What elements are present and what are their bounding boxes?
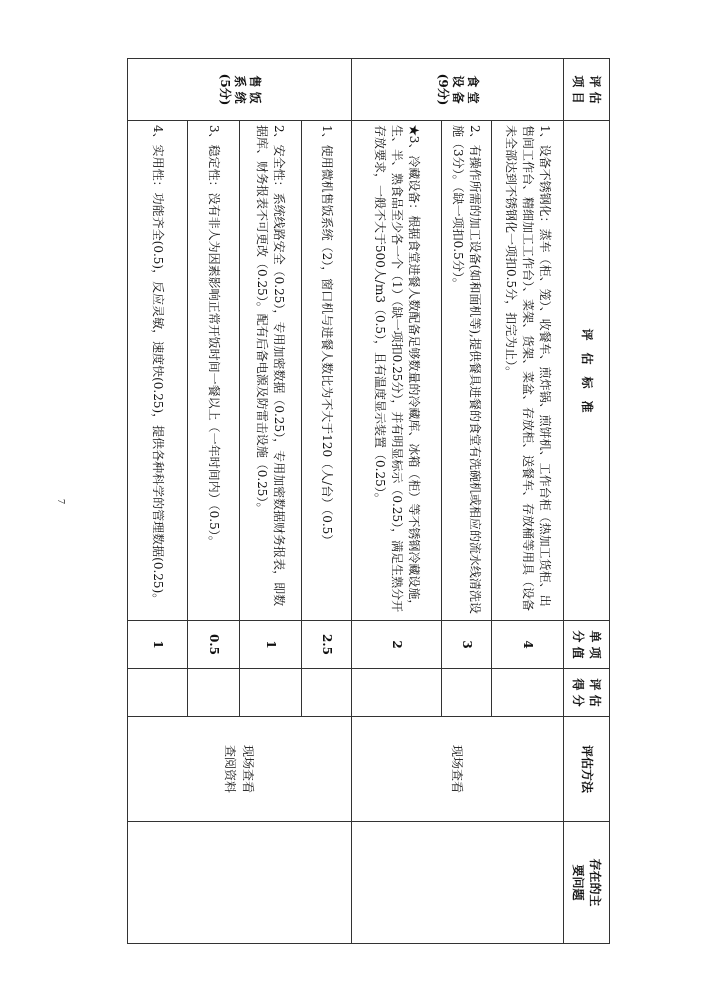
- rotated-table-container: [128, 58, 610, 943]
- problems-cell: [128, 822, 352, 944]
- header-got: 评 估 得 分: [564, 669, 610, 717]
- got-cell: [442, 669, 492, 717]
- header-problems: 存在的主 要问题: [564, 822, 610, 944]
- category-cell-canteen: 食 堂 设 备 (9分): [352, 59, 564, 121]
- score-cell: 4: [492, 621, 564, 669]
- score-cell: 1: [240, 621, 302, 669]
- got-cell: [188, 669, 240, 717]
- score-cell: 2: [352, 621, 442, 669]
- evaluation-table: [127, 58, 610, 944]
- table-row: [302, 59, 352, 944]
- got-cell: [302, 669, 352, 717]
- header-row: [564, 59, 610, 944]
- score-cell: 3: [442, 621, 492, 669]
- header-score: 单 项 分 值: [564, 621, 610, 669]
- got-cell: [128, 669, 188, 717]
- method-cell: 现场查看: [352, 717, 564, 822]
- table-rotator: [128, 58, 610, 943]
- header-method: 评估方法: [564, 717, 610, 822]
- criteria-cell: 3、稳定性：没有非人为因素影响正常开饭时间一餐以上（一年时间内）（0.5）。: [188, 121, 240, 621]
- table-row: [492, 59, 564, 944]
- header-criteria: 评 估 标 准: [564, 121, 610, 621]
- category-cell-meal-system: 售 饭 系 统 (5分): [128, 59, 352, 121]
- score-cell: 2.5: [302, 621, 352, 669]
- criteria-cell: 1、使用微机售饭系统（2），窗口机与进餐人数比为不大于120（人/台）（0.5）: [302, 121, 352, 621]
- star-icon: ★: [407, 125, 421, 136]
- criteria-cell: [352, 121, 442, 621]
- criteria-cell: 4、实用性：功能齐全(0.5)，反应灵敏，速度快(0.25)，提供各种科学的管理数据(0.25)。: [128, 121, 188, 621]
- got-cell: [240, 669, 302, 717]
- page-number: 7: [55, 499, 66, 504]
- method-cell: 现场查看 查阅资料: [128, 717, 352, 822]
- criteria-cell: 2、有操作所需的加工设备(如和面机等),提供餐具进餐的食堂有洗碗机或相应的流水线清洗设施（3分）。（缺一项扣0.5分）。: [442, 121, 492, 621]
- problems-cell: [352, 822, 564, 944]
- criteria-text: 3、冷藏设备：根据食堂进餐人数配备足够数量的冷藏库、冰箱（柜）等不锈钢冷藏设施，生、半、熟食品至少各一个（1）（缺一项扣0.25分），并有明显标示（0.25），满足生熟分开存放要求，一般不大于500人/m3（0.5），且有温度显示装置（0.25）。: [373, 125, 421, 613]
- score-cell: 0.5: [188, 621, 240, 669]
- got-cell: [492, 669, 564, 717]
- header-item: 评 估 项 目: [564, 59, 610, 121]
- got-cell: [352, 669, 442, 717]
- criteria-cell: 1、设备不锈钢化：蒸车（柜、笼）、收餐车、煎炸锅、煎饼机、工作台柜（热加工货柜、出售间工作台、精细加工工作台）、菜架、货架、菜盆、存放柜、送餐车、存放桶等用具（设备未全部达到不锈钢化一项扣0.5分，扣完为止）。: [492, 121, 564, 621]
- score-cell: 1: [128, 621, 188, 669]
- criteria-cell: 2、安全性：系统线路安全（0.25），专用加密数据（0.25），专用加密数据财务报表，即数据库、财务报表不可更改（0.25）。配有后备电源及防雷击设施（0.25）。: [240, 121, 302, 621]
